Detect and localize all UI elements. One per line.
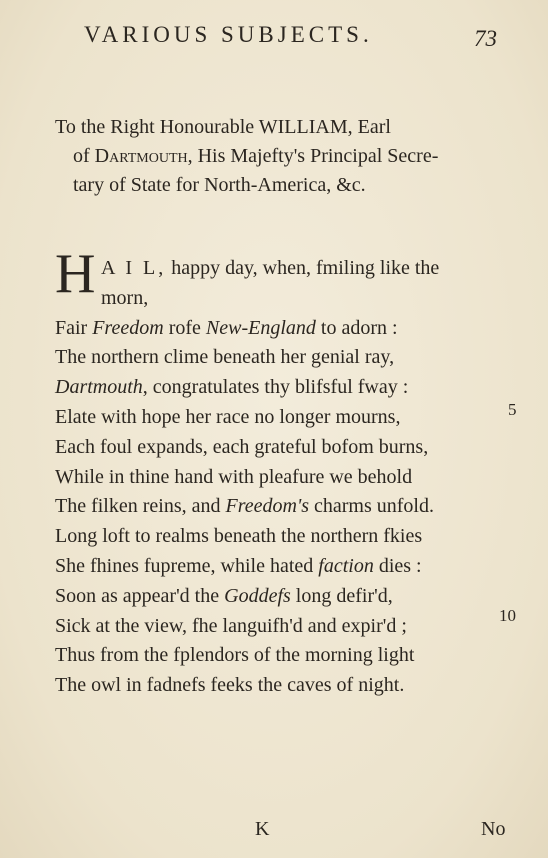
dedication-name: Dartmouth (94, 145, 188, 167)
poem-italic: Dartmouth (55, 376, 143, 399)
signature-mark: K (255, 818, 270, 840)
poem-text: charms unfold. (309, 495, 434, 518)
poem-text: Fair (55, 316, 93, 339)
poem-line-13: Sick at the view, fhe languifh'd and expir'd ; (55, 614, 407, 637)
poem-line-1 (55, 254, 515, 284)
poem-text: She fhines fupreme, while hated (55, 554, 319, 577)
dedication-line-3: tary of State for North-America, &c. (73, 174, 366, 196)
poem-text: Soon as appear'd the (55, 584, 225, 607)
poem-text: The filken reins, and (55, 495, 226, 518)
line-number-10: 10 (499, 606, 516, 625)
running-title: VARIOUS SUBJECTS. (84, 22, 373, 47)
poem-line-5 (55, 373, 515, 403)
poem-text: , congratulates thy blifsful fway : (142, 376, 409, 399)
poem-line-2: morn, (101, 286, 149, 309)
poem-text: rofe (163, 316, 206, 339)
poem-italic: Goddefs (224, 584, 291, 607)
poem-text: long defir'd, (290, 584, 393, 607)
line-number-5: 5 (508, 400, 517, 419)
dedication-line-1: To the Right Honourable WILLIAM, Earl (55, 116, 391, 138)
poem-text: to adorn : (315, 316, 398, 339)
dedication-text: of (73, 145, 95, 167)
poem-line-7: Each foul expands, each grateful bofom burns, (55, 435, 429, 458)
poem-line-9 (55, 492, 515, 522)
poem-line-14: Thus from the fplendors of the morning light (55, 644, 415, 667)
poem-text: happy day, when, fmiling like the (166, 257, 440, 279)
dedication-text: , His Majefty's Principal Secre- (187, 145, 439, 167)
poem-line-6: Elate with hope her race no longer mourns, (55, 405, 401, 428)
poem-line-15: The owl in fadnefs feeks the caves of night. (55, 674, 405, 697)
page-number: 73 (474, 26, 497, 51)
poem (55, 254, 515, 701)
poem-opening: A I L, (101, 257, 167, 279)
poem-line-11 (55, 552, 515, 582)
poem-line-8: While in thine hand with pleafure we behold (55, 465, 413, 488)
poem-italic: Freedom (92, 316, 164, 339)
catchword: No (481, 818, 506, 840)
poem-line-4: The northern clime beneath her genial ray, (55, 346, 395, 369)
poem-line-3 (55, 314, 515, 344)
poem-text: dies : (373, 554, 422, 577)
dedication (55, 113, 525, 200)
poem-italic: Freedom's (225, 495, 310, 518)
poem-italic: New-England (205, 316, 316, 339)
dedication-line-2 (55, 142, 525, 171)
poem-line-12 (55, 582, 515, 612)
poem-line-10: Long loft to realms beneath the northern fkies (55, 525, 423, 548)
poem-italic: faction (318, 554, 374, 577)
drop-cap: H (55, 243, 96, 305)
